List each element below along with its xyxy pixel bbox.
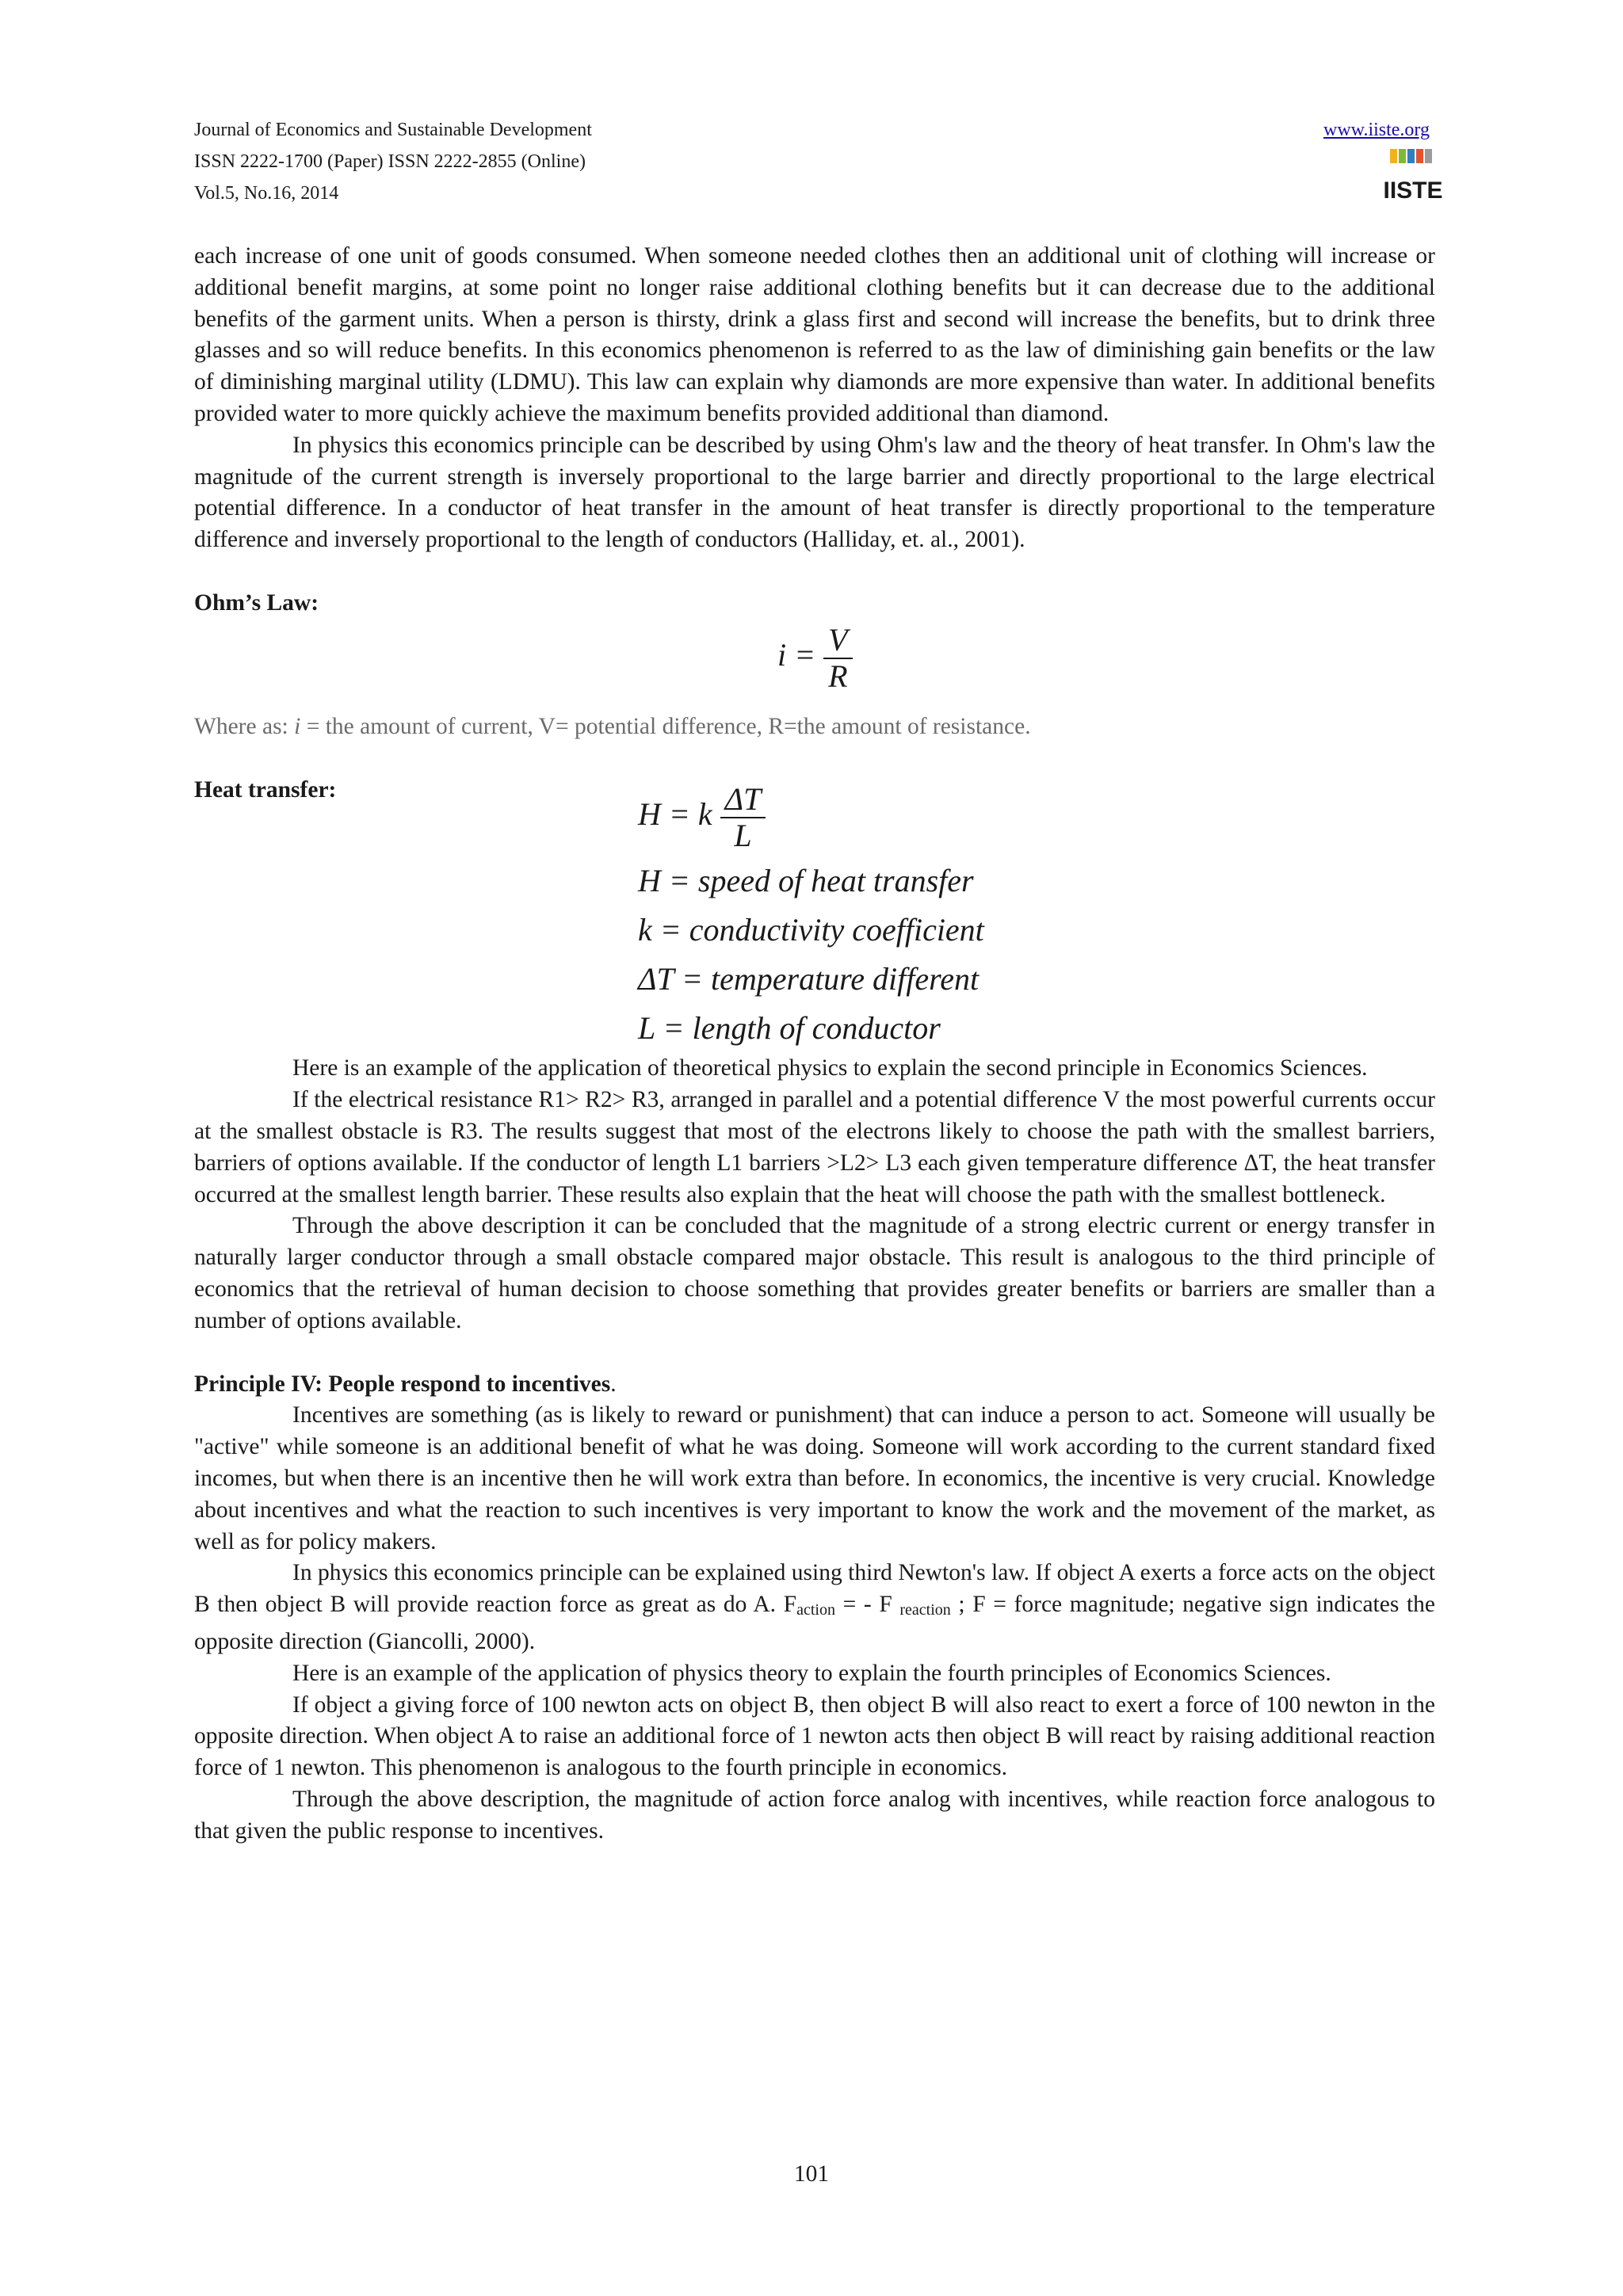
heat-eq-numerator: ΔT — [720, 782, 766, 818]
iiste-logo — [1383, 149, 1443, 206]
page-number: 101 — [793, 2161, 830, 2187]
heat-transfer-equations — [638, 782, 1435, 1053]
paragraph-conclusion: Through the above description, the magnitude of action force analog with incentives, while reaction force analogous to that given the public response to incentives. — [194, 1786, 1435, 1844]
principle-iv-heading: Principle IV: People respond to incentives. — [194, 1371, 617, 1397]
paragraph-physics-analogy: In physics this economics principle can be described by using Ohm's law and the theory of heat transfer. In Ohm's law the magnitude of the current strength is inversely proportional to the large barrier and directly proportional to the large electrical potential difference. In a conductor of heat transfer in the amount of heat transfer is directly proportional to the temperature difference and inversely proportional to the length of conductors (Halliday, et. al., 2001). — [194, 432, 1435, 553]
ohm-law-equation — [777, 623, 1435, 694]
paragraph-third-principle: Through the above description it can be concluded that the magnitude of a strong electric current or energy transfer in naturally larger conductor through a small obstacle compared major obstacle. This result is analogous to the third principle of economics that the retrieval of human decision to choose something that provides greater benefits or barriers are smaller than a number of options available. — [194, 1213, 1435, 1333]
volume-line: Vol.5, No.16, 2014 — [194, 183, 339, 204]
heat-def-delta-t: ΔT = temperature different — [638, 961, 980, 997]
paragraph-resistance-example: If the electrical resistance R1> R2> R3, arranged in parallel and a potential difference V the most powerful currents occur at the smallest obstacle is R3. The results suggest that most of the electrons likely to choose the path with the smallest barriers, barriers of options available. If the conductor of length L1 barriers >L2> L3 each given temperature difference ΔT, the heat transfer occurred at the smallest length barrier. These results also explain that the heat will choose the path with the smallest bottleneck. — [194, 1087, 1435, 1207]
ohm-eq-denominator: R — [828, 658, 848, 694]
paragraph-second-principle-example: Here is an example of the application of theoretical physics to explain the second principle in Economics Sciences. — [292, 1055, 1368, 1081]
ohm-eq-lhs: i = — [777, 636, 816, 673]
ohm-law-heading: Ohm’s Law: — [194, 589, 319, 616]
paragraph-force-example: If object a giving force of 100 newton acts on object B, then object B will also react to exert a force of 100 newton in the opposite direction. When object A to raise an additional force of 1 newton acts then object B will react by raising additional reaction force of 1 newton. This phenomenon is analogous to the fourth principle in economics. — [194, 1691, 1435, 1781]
heat-eq-main — [638, 782, 1435, 853]
issn-line: ISSN 2222-1700 (Paper) ISSN 2222-2855 (Online) — [194, 151, 586, 172]
heat-def-k: k = conductivity coefficient — [638, 912, 984, 948]
ohm-eq-fraction — [823, 623, 852, 694]
heat-transfer-heading: Heat transfer: — [194, 776, 337, 803]
heat-def-l: L = length of conductor — [638, 1010, 941, 1047]
paragraph-newton-law: In physics this economics principle can be explained using third Newton's law. If object A exerts a force acts on the object B then object B will provide reaction force as great as do A. $F_{action}$ = - F $_{reaction}$ ; F = force magnitude; negative sign indicates the opposite direction (Giancolli, 2000). — [194, 1560, 1435, 1654]
article-body — [194, 241, 1435, 1847]
paragraph-fourth-principle-example: Here is an example of the application of physics theory to explain the fourth principles of Economics Sciences. — [292, 1660, 1331, 1686]
heat-eq-fraction — [720, 782, 766, 853]
journal-website-link[interactable]: www.iiste.org — [1323, 120, 1430, 140]
svg-text:IISTE: IISTE — [1383, 177, 1443, 204]
ohm-eq-numerator: V — [823, 623, 852, 659]
heat-eq-lhs: H = k — [638, 796, 712, 833]
paragraph-ldmu: each increase of one unit of goods consumed. When someone needed clothes then an additional unit of clothing will increase or additional benefit margins, at some point no longer raise additional clothing benefits but it can decrease due to the additional benefits of the garment units. When a person is thirsty, drink a glass first and second will increase the benefits, but to drink three glasses and so will reduce benefits. In this economics phenomenon is referred to as the law of diminishing gain benefits or the law of diminishing marginal utility (LDMU). This law can explain why diamonds are more expensive than water. In additional benefits provided water to more quickly achieve the maximum benefits provided additional than diamond. — [194, 243, 1435, 426]
paragraph-incentives: Incentives are something (as is likely to reward or punishment) that can induce a person to act. Someone will usually be "active" while someone is an additional benefit of what he was doing. Someone will work according to the current standard fixed incomes, but when there is an incentive then he will work extra than before. In economics, the incentive is very crucial. Knowledge about incentives and what the reaction to such incentives is very important to know the work and the movement of the market, as well as for policy makers. — [194, 1402, 1435, 1554]
ohm-variable-definitions: Where as: i = the amount of current, V= potential difference, R=the amount of resistance. — [194, 713, 1031, 739]
heat-eq-denominator: L — [734, 818, 752, 854]
journal-title: Journal of Economics and Sustainable Development — [194, 120, 592, 140]
heat-def-h: H = speed of heat transfer — [638, 863, 974, 899]
